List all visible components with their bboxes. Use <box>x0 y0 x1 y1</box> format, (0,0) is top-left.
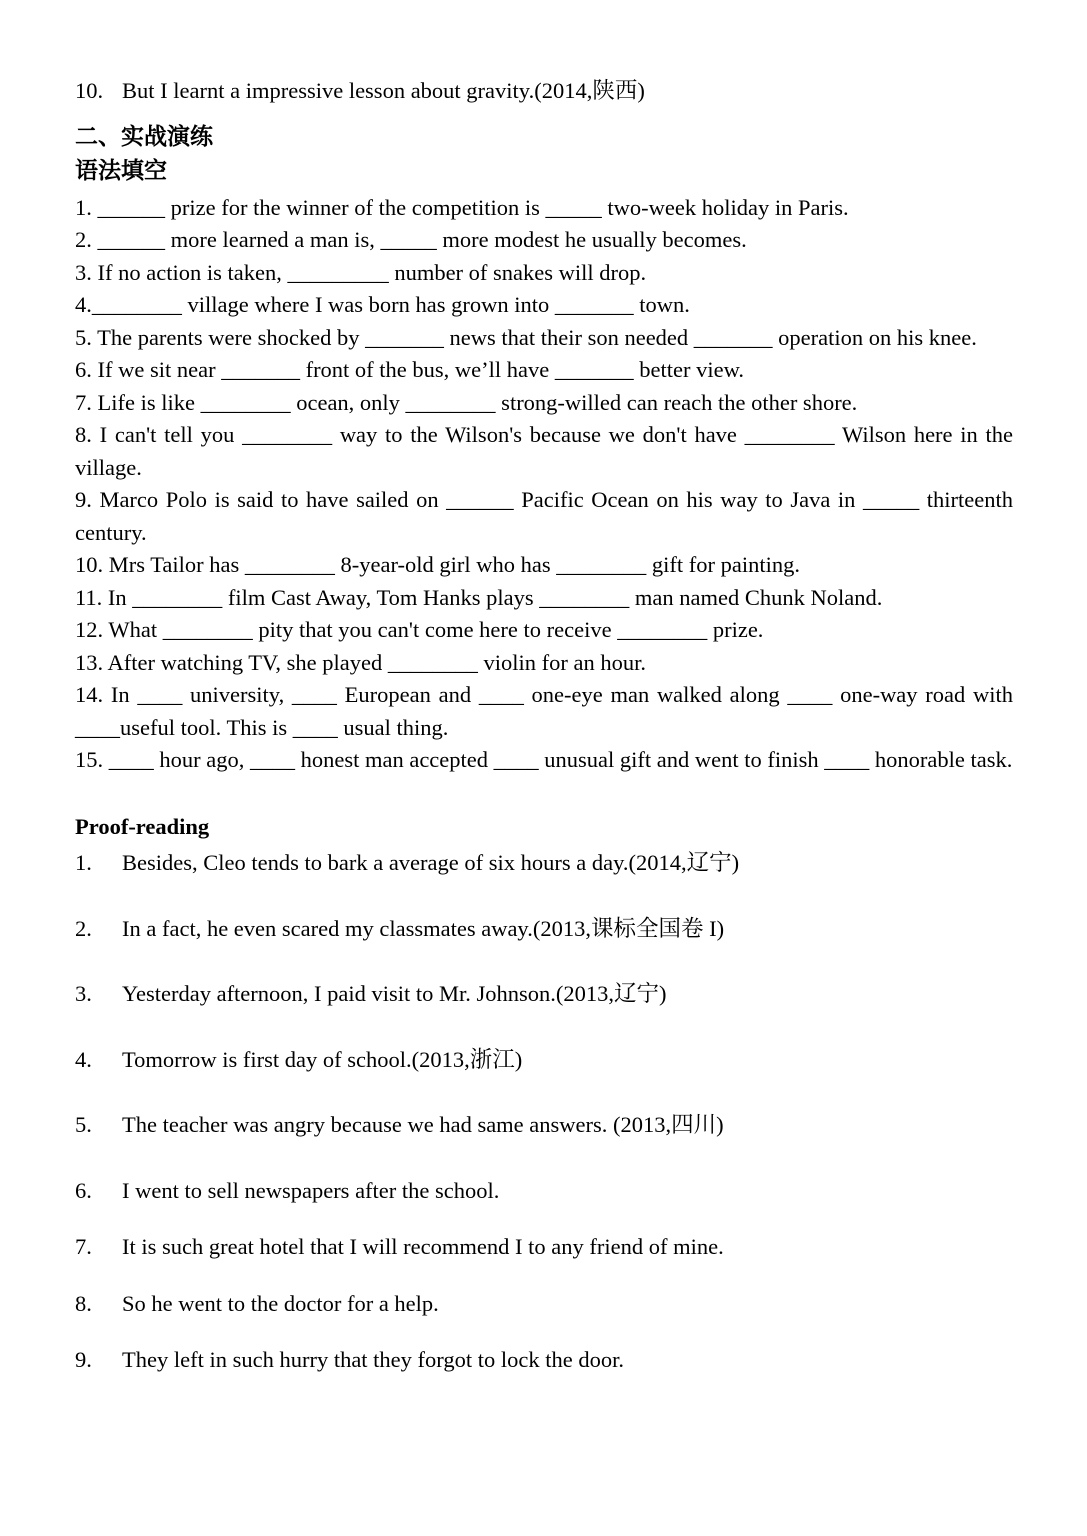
proofreading-item-text: They left in such hurry that they forgot to lock the door. <box>122 1347 624 1372</box>
grammar-section-title: 语法填空 <box>75 158 167 183</box>
grammar-item-10: 10. Mrs Tailor has ________ 8-year-old girl who has ________ gift for painting. <box>75 552 800 577</box>
proofreading-item-number: 5. <box>75 1112 92 1137</box>
proofreading-item-text: The teacher was angry because we had same answers. (2013,四川) <box>122 1112 724 1137</box>
proofreading-item-text: I went to sell newspapers after the school. <box>122 1177 500 1203</box>
proofreading-item-text: It is such great hotel that I will recommend I to any friend of mine. <box>122 1234 724 1259</box>
intro-item-text: But I learnt a impressive lesson about gravity.(2014,陕西) <box>122 78 645 103</box>
grammar-item-15: 15. ____ hour ago, ____ honest man accepted ____ unusual gift and went to finish ____ honorable task. <box>75 747 1013 772</box>
grammar-item-4: 4.________ village where I was born has grown into _______ town. <box>75 292 690 317</box>
proofreading-item-8 <box>75 1288 1013 1321</box>
grammar-item-1: 1. ______ prize for the winner of the competition is _____ two-week holiday in Paris. <box>75 194 849 220</box>
proofreading-item-number: 9. <box>75 1347 92 1372</box>
proofreading-item-number: 3. <box>75 981 92 1006</box>
proofreading-item-4 <box>75 1044 1013 1077</box>
proofreading-item-text: Yesterday afternoon, I paid visit to Mr. Johnson.(2013,辽宁) <box>122 981 667 1006</box>
grammar-item-8: 8. I can't tell you ________ way to the Wilson's because we don't have ________ Wilson here in the village. <box>75 422 1013 480</box>
proofreading-item-text: In a fact, he even scared my classmates away.(2013,课标全国卷 I) <box>122 915 725 941</box>
proofreading-item-text: Besides, Cleo tends to bark a average of six hours a day.(2014,辽宁) <box>122 850 740 875</box>
grammar-item-14: 14. In ____ university, ____ European and ____ one-eye man walked along ____ one-way road with ____useful tool. This is ____ usual thing. <box>75 682 1013 740</box>
intro-item-10 <box>75 75 1013 108</box>
grammar-item-2: 2. ______ more learned a man is, _____ more modest he usually becomes. <box>75 227 747 252</box>
proofreading-item-text: So he went to the doctor for a help. <box>122 1290 439 1316</box>
proofreading-items-list <box>75 847 1013 1377</box>
proofreading-item-number: 8. <box>75 1290 92 1316</box>
grammar-item-12: 12. What ________ pity that you can't come here to receive ________ prize. <box>75 617 764 642</box>
proofreading-item-number: 1. <box>75 850 92 875</box>
grammar-items-list <box>75 192 1013 777</box>
proofreading-item-number: 2. <box>75 915 92 941</box>
proofreading-item-9 <box>75 1344 1013 1377</box>
proofreading-item-1 <box>75 847 1013 880</box>
proofreading-item-number: 7. <box>75 1234 92 1259</box>
proofreading-item-3 <box>75 978 1013 1011</box>
grammar-item-11: 11. In ________ film Cast Away, Tom Hanks plays ________ man named Chunk Noland. <box>75 584 883 610</box>
grammar-item-7: 7. Life is like ________ ocean, only ________ strong-willed can reach the other shore. <box>75 389 858 415</box>
grammar-item-9: 9. Marco Polo is said to have sailed on ______ Pacific Ocean on his way to Java in _____ thirteenth century. <box>75 487 1013 545</box>
intro-item-number: 10. <box>75 78 104 103</box>
section-title: 二、实战演练 <box>75 123 213 149</box>
proofreading-item-2 <box>75 913 1013 946</box>
proofreading-item-5 <box>75 1109 1013 1142</box>
grammar-item-3: 3. If no action is taken, _________ number of snakes will drop. <box>75 259 647 285</box>
proofreading-item-7 <box>75 1231 1013 1264</box>
grammar-item-5: 5. The parents were shocked by _______ news that their son needed _______ operation on his knee. <box>75 324 977 350</box>
proofreading-item-text: Tomorrow is first day of school.(2013,浙江) <box>122 1046 523 1072</box>
proofreading-item-number: 4. <box>75 1046 92 1072</box>
proofreading-item-number: 6. <box>75 1177 92 1203</box>
proofreading-section-title: Proof-reading <box>75 813 210 839</box>
grammar-item-13: 13. After watching TV, she played ________ violin for an hour. <box>75 649 646 675</box>
grammar-item-6: 6. If we sit near _______ front of the bus, we’ll have _______ better view. <box>75 357 744 382</box>
proofreading-item-6 <box>75 1175 1013 1208</box>
